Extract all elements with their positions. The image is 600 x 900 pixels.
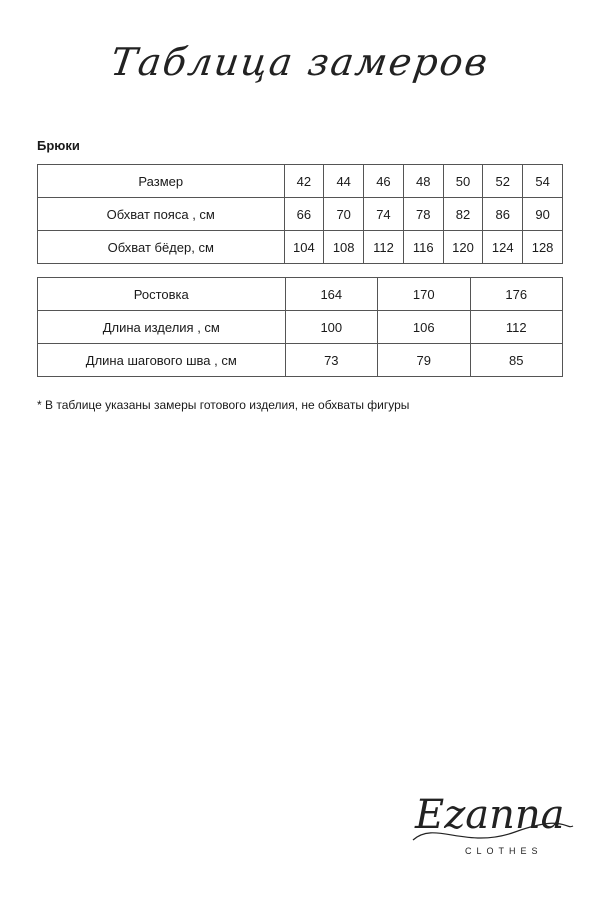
table-cell: 50 [443,165,483,198]
sizes-table [37,164,563,264]
table-cell: 52 [483,165,523,198]
row-label: Длина изделия , см [38,311,286,344]
table-cell: 164 [285,278,377,311]
table-row [38,311,563,344]
table-row [38,278,563,311]
section-label: Брюки [37,138,80,153]
table-row [38,231,563,264]
table-cell: 73 [285,344,377,377]
row-label: Обхват пояса , см [38,198,285,231]
row-label: Обхват бёдер, см [38,231,285,264]
table-cell: 170 [378,278,470,311]
table-row [38,198,563,231]
table-cell: 54 [523,165,563,198]
table-cell: 104 [284,231,324,264]
table-cell: 100 [285,311,377,344]
row-label: Размер [38,165,285,198]
table-cell: 108 [324,231,364,264]
table-cell: 124 [483,231,523,264]
height-table [37,277,563,377]
logo-name: Ezanna [415,792,565,838]
table-cell: 86 [483,198,523,231]
table-cell: 176 [470,278,563,311]
logo-subtitle: CLOTHES [465,846,543,856]
row-label: Длина шагового шва , см [38,344,286,377]
table-cell: 78 [403,198,443,231]
table-cell: 74 [364,198,404,231]
table-cell: 128 [523,231,563,264]
row-label: Ростовка [38,278,286,311]
table-row [38,165,563,198]
table-cell: 79 [378,344,470,377]
table-cell: 106 [378,311,470,344]
table-cell: 44 [324,165,364,198]
table-cell: 66 [284,198,324,231]
table-cell: 120 [443,231,483,264]
table-row [38,344,563,377]
table-cell: 48 [403,165,443,198]
table-cell: 85 [470,344,563,377]
page-title: Таблица замеров [108,40,492,84]
table-cell: 42 [284,165,324,198]
table-cell: 46 [364,165,404,198]
footnote: * В таблице указаны замеры готового изделия, не обхваты фигуры [37,398,410,412]
table-cell: 82 [443,198,483,231]
table-cell: 70 [324,198,364,231]
table-cell: 90 [523,198,563,231]
brand-logo [395,790,575,870]
table-cell: 112 [364,231,404,264]
table-cell: 116 [403,231,443,264]
table-cell: 112 [470,311,563,344]
